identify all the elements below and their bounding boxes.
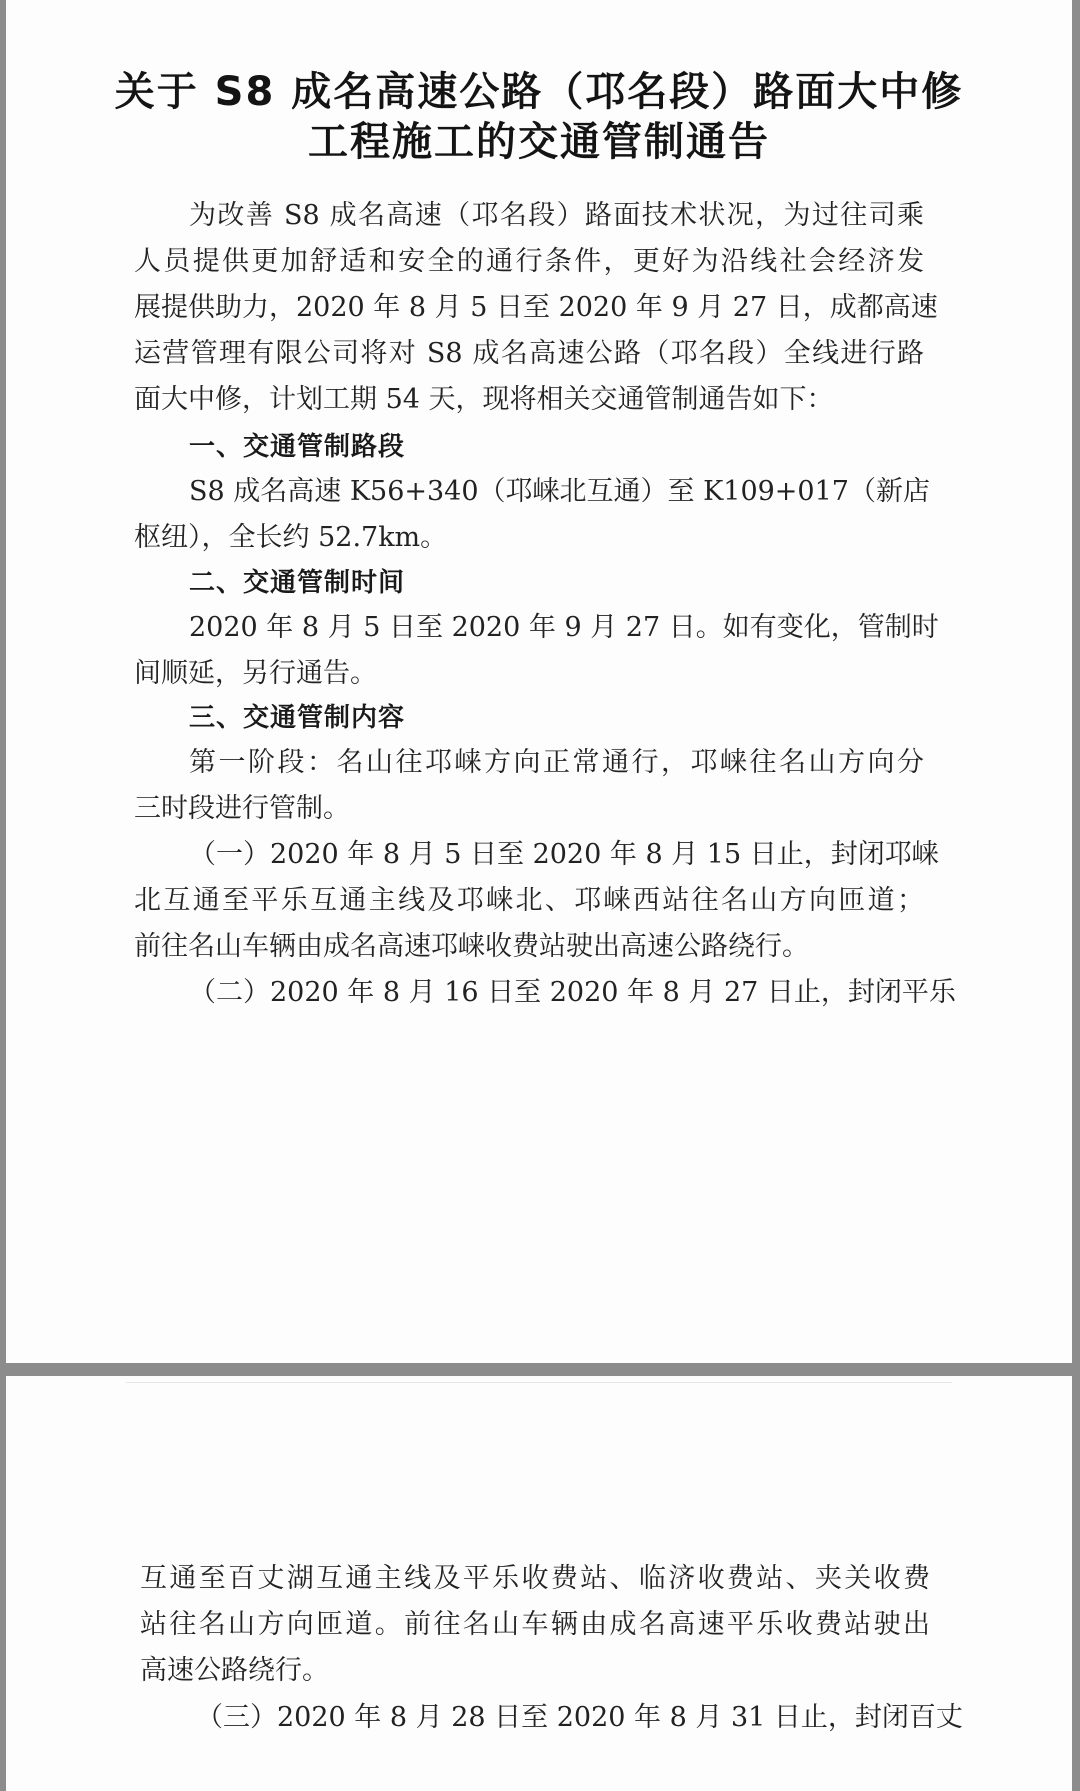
intro-line: 面大中修，计划工期 54 天，现将相关交通管制通告如下：: [134, 384, 834, 415]
item1-line: （一）2020 年 8 月 5 日至 2020 年 8 月 15 日止，封闭邛崃: [189, 839, 939, 870]
stage1-line: 第一阶段：名山往邛崃方向正常通行，邛崃往名山方向分: [189, 747, 924, 778]
section-heading-control-content: 三、交通管制内容: [189, 703, 406, 733]
section1-line: S8 成名高速 K56+340（邛崃北互通）至 K109+017（新店: [189, 476, 930, 507]
intro-line: 人员提供更加舒适和安全的通行条件，更好为沿线社会经济发: [134, 246, 924, 277]
stage1-line: 三时段进行管制。: [134, 793, 350, 824]
continuation-line: 站往名山方向匝道。前往名山车辆由成名高速平乐收费站驶出: [140, 1609, 930, 1640]
item2-line: （二）2020 年 8 月 16 日至 2020 年 8 月 27 日止，封闭平乐: [189, 977, 956, 1008]
intro-line: 展提供助力，2020 年 8 月 5 日至 2020 年 9 月 27 日，成都高速: [134, 292, 938, 323]
notice-title-line-2: 工程施工的交通管制通告: [308, 119, 770, 165]
intro-line: 运营管理有限公司将对 S8 成名高速公路（邛名段）全线进行路: [134, 338, 924, 369]
intro-line: 为改善 S8 成名高速（邛名段）路面技术状况，为过往司乘: [189, 200, 924, 231]
section-heading-control-time: 二、交通管制时间: [189, 568, 406, 598]
document-page-1: [6, 0, 1072, 1363]
continuation-line: 互通至百丈湖互通主线及平乐收费站、临济收费站、夹关收费: [140, 1563, 930, 1594]
section-heading-road-segment: 一、交通管制路段: [189, 432, 406, 462]
notice-title-line-1: 关于 S8 成名高速公路（邛名段）路面大中修: [114, 69, 964, 115]
section2-line: 间顺延，另行通告。: [134, 658, 377, 689]
section2-line: 2020 年 8 月 5 日至 2020 年 9 月 27 日。如有变化，管制时: [189, 612, 939, 643]
document-page-2: [6, 1376, 1072, 1791]
continuation-line: 高速公路绕行。: [140, 1655, 329, 1686]
item1-line: 前往名山车辆由成名高速邛崃收费站驶出高速公路绕行。: [134, 931, 809, 962]
item1-line: 北互通至平乐互通主线及邛崃北、邛崃西站往名山方向匝道；: [134, 885, 924, 916]
page-top-divider: [126, 1382, 952, 1383]
section1-line: 枢纽），全长约 52.7km。: [134, 522, 448, 553]
item3-line: （三）2020 年 8 月 28 日至 2020 年 8 月 31 日止，封闭百丈: [196, 1702, 963, 1733]
